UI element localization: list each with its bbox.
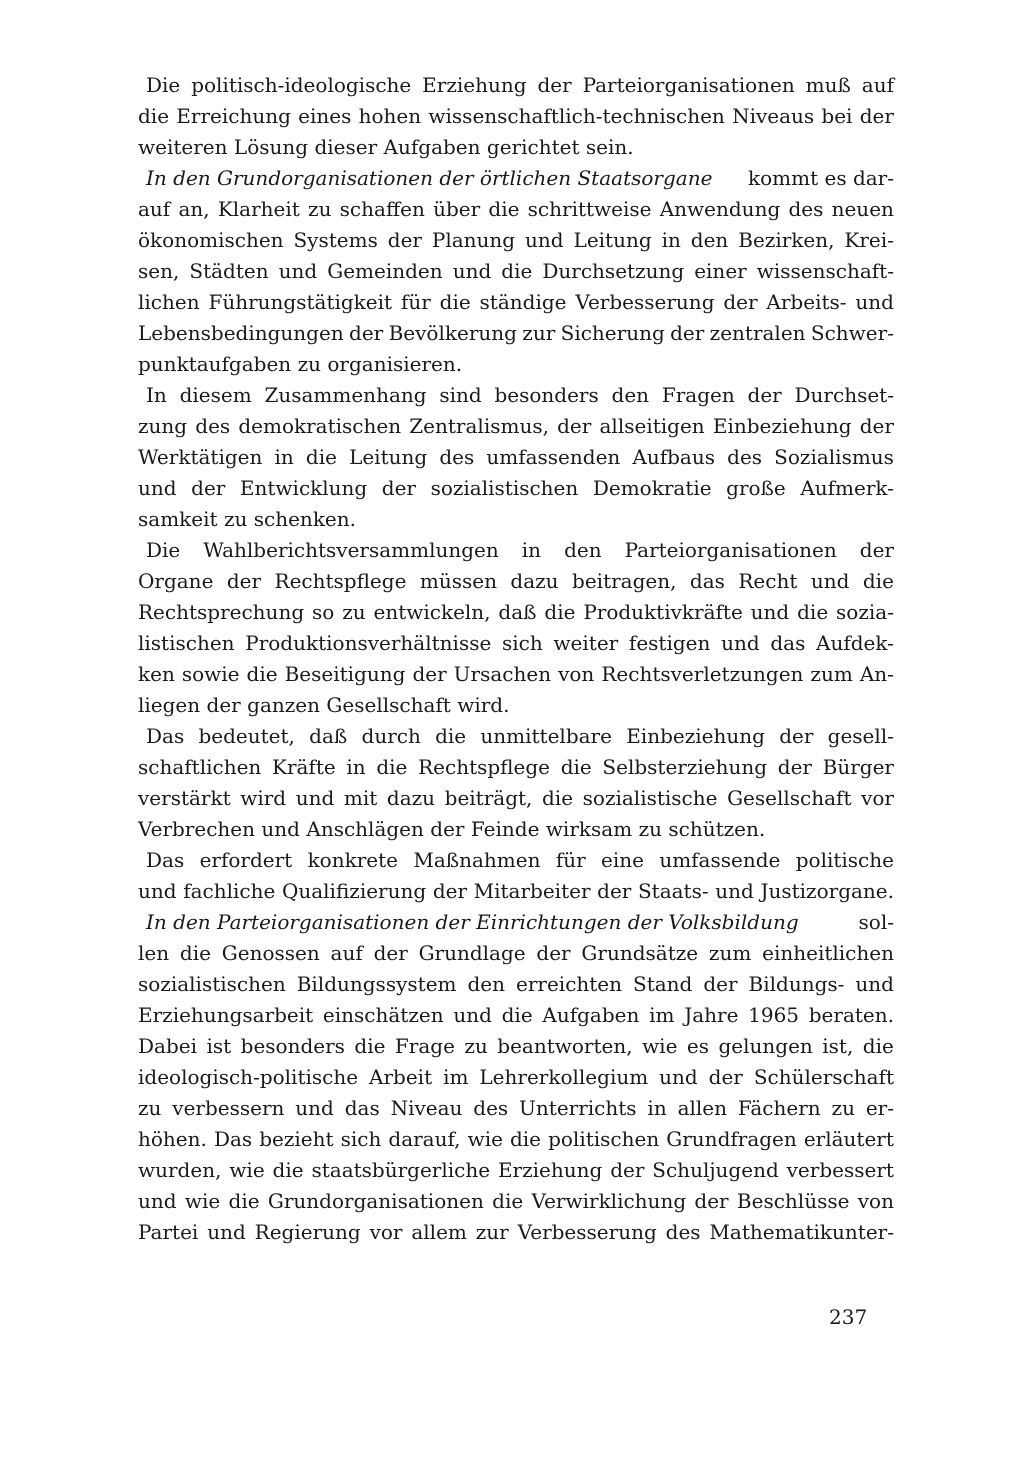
text-line: Die Wahlberichtsversammlungen in den Parteiorganisationen der: [146, 538, 894, 562]
page-number: 237: [829, 1305, 868, 1329]
text-line: zung des demokratischen Zentralismus, der allseitigen Einbeziehung der: [138, 414, 894, 438]
text-line: Das erfordert konkrete Maßnahmen für eine umfassende politische: [146, 848, 894, 872]
text-line: len die Genossen auf der Grundlage der Grundsätze zum einheitlichen: [138, 941, 894, 965]
body-text: [138, 70, 894, 1248]
emphasized-phrase: In den Parteiorganisationen der Einrichtungen der Volksbildung: [146, 910, 799, 934]
text-line: sozialistischen Bildungssystem den erreichten Stand der Bildungs- und: [138, 972, 894, 996]
text-line: Dabei ist besonders die Frage zu beantworten, wie es gelungen ist, die: [138, 1034, 894, 1058]
text-line: Werktätigen in die Leitung des umfassenden Aufbaus des Sozialismus: [138, 445, 894, 469]
text-line: wurden, wie die staatsbürgerliche Erziehung der Schuljugend verbessert: [138, 1158, 894, 1182]
text-line: zu verbessern und das Niveau des Unterrichts in allen Fächern zu er-: [138, 1096, 894, 1120]
text-line: [138, 907, 894, 938]
text-line: und fachliche Qualifizierung der Mitarbeiter der Staats- und Justizorgane.: [138, 879, 894, 903]
line-text: kommt es dar-: [748, 166, 894, 190]
text-line: lichen Führungstätigkeit für die ständige Verbesserung der Arbeits- und: [138, 290, 894, 314]
text-line: Erziehungsarbeit einschätzen und die Aufgaben im Jahre 1965 beraten.: [138, 1003, 894, 1027]
text-line: Rechtsprechung so zu entwickeln, daß die Produktivkräfte und die sozia-: [138, 600, 894, 624]
emphasized-phrase: In den Grundorganisationen der örtlichen Staatsorgane: [146, 166, 713, 190]
text-line: ideologisch-politische Arbeit im Lehrerkollegium und der Schülerschaft: [138, 1065, 894, 1089]
text-line: sen, Städten und Gemeinden und die Durchsetzung einer wissenschaft-: [138, 259, 894, 283]
text-line: punktaufgaben zu organisieren.: [138, 352, 463, 376]
text-line: Organe der Rechtspflege müssen dazu beitragen, das Recht und die: [138, 569, 894, 593]
text-line: Die politisch-ideologische Erziehung der Parteiorganisationen muß auf: [146, 73, 894, 97]
text-line: verstärkt wird und mit dazu beiträgt, die sozialistische Gesellschaft vor: [138, 786, 894, 810]
text-line: höhen. Das bezieht sich darauf, wie die politischen Grundfragen erläutert: [138, 1127, 894, 1151]
text-line: auf an, Klarheit zu schaffen über die schrittweise Anwendung des neuen: [138, 197, 894, 221]
text-line: schaftlichen Kräfte in die Rechtspflege die Selbsterziehung der Bürger: [138, 755, 894, 779]
text-line: Das bedeutet, daß durch die unmittelbare Einbeziehung der gesell-: [146, 724, 894, 748]
text-line: [138, 163, 894, 194]
text-line: liegen der ganzen Gesellschaft wird.: [138, 693, 510, 717]
text-line: Lebensbedingungen der Bevölkerung zur Sicherung der zentralen Schwer-: [138, 321, 894, 345]
text-line: In diesem Zusammenhang sind besonders den Fragen der Durchset-: [146, 383, 894, 407]
text-line: listischen Produktionsverhältnisse sich weiter festigen und das Aufdek-: [138, 631, 894, 655]
line-text: sol-: [858, 910, 894, 934]
text-line: ken sowie die Beseitigung der Ursachen von Rechtsverletzungen zum An-: [138, 662, 894, 686]
text-line: und wie die Grundorganisationen die Verwirklichung der Beschlüsse von: [138, 1189, 894, 1213]
text-line: Partei und Regierung vor allem zur Verbesserung des Mathematikunter-: [138, 1220, 894, 1244]
text-line: weiteren Lösung dieser Aufgaben gerichtet sein.: [138, 135, 634, 159]
text-line: ökonomischen Systems der Planung und Leitung in den Bezirken, Krei-: [138, 228, 894, 252]
text-line: samkeit zu schenken.: [138, 507, 357, 531]
text-line: Verbrechen und Anschlägen der Feinde wirksam zu schützen.: [138, 817, 766, 841]
text-line: und der Entwicklung der sozialistischen Demokratie große Aufmerk-: [138, 476, 894, 500]
text-line: die Erreichung eines hohen wissenschaftlich-technischen Niveaus bei der: [138, 104, 894, 128]
